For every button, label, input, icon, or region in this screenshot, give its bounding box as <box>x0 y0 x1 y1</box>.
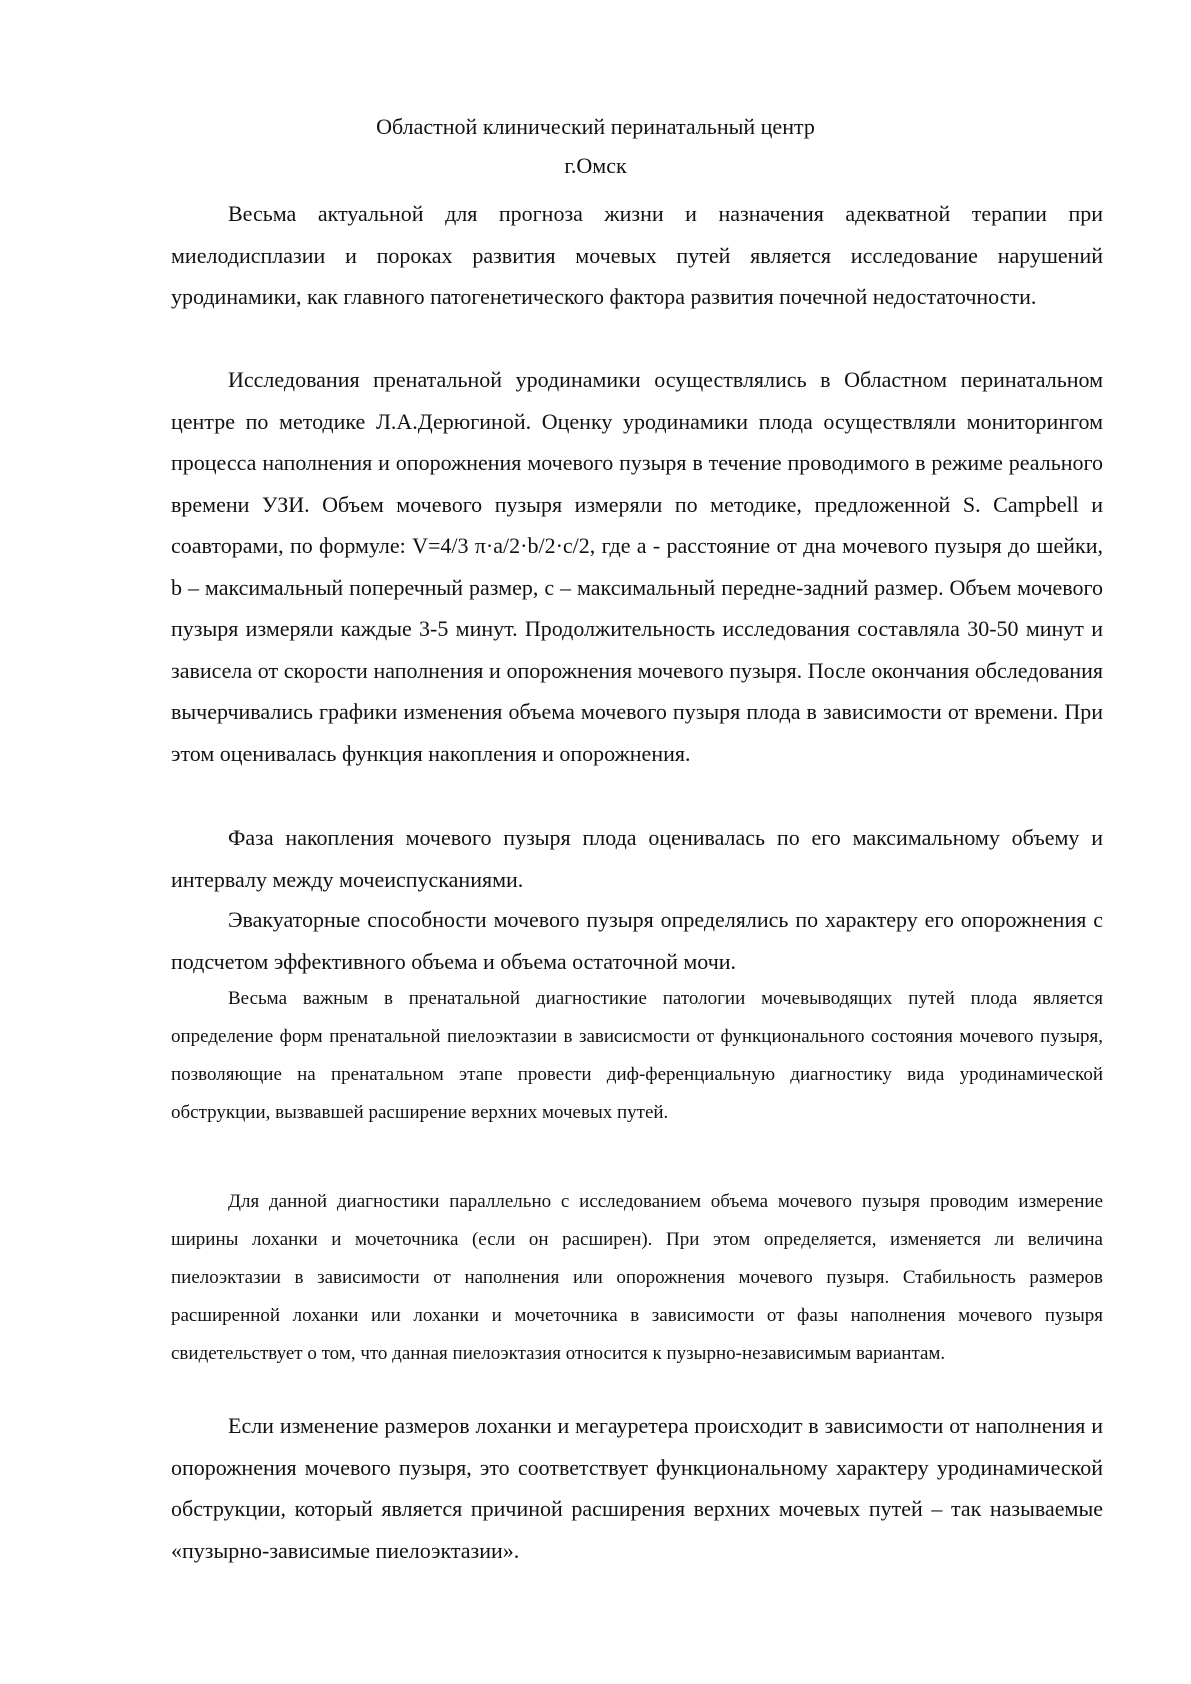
paragraph-methods: Исследования пренатальной уродинамики осуществлялись в Областном перинатальном центре по методике Л.А.Дерюгиной. Оценку уродинамики плода осуществляли мониторингом процесса наполнения и опорожнения мочевого пузыря в течение проводимого в режиме реального времени УЗИ. Объем мочевого пузыря измеряли по методике, предложенной S. Campbell и соавторами, по формуле: V=4/3 π·a/2·b/2·c/2, где a - расстояние от дна мочевого пузыря до шейки, b – максимальный поперечный размер, c – максимальный передне-задний размер. Объем мочевого пузыря измеряли каждые 3-5 минут. Продолжительность исследования составляла 30-50 минут и зависела от скорости наполнения и опорожнения мочевого пузыря. После окончания обследования вычерчивались графики изменения объема мочевого пузыря плода в зависимости от времени. При этом оценивалась функция накопления и опорожнения. <box>171 367 1103 766</box>
paragraph-evacuation: Эвакуаторные способности мочевого пузыря определялись по характеру его опорожнения с подсчетом эффективного объема и объема остаточной мочи. <box>171 907 1103 974</box>
paragraph-diagnostics-importance: Весьма важным в пренатальной диагностикие патологии мочевыводящих путей плода является определение форм пренатальной пиелоэктазии в зависисмости от функционального состояния мочевого пузыря, позволяющие на пренатальном этапе провести диф-ференциальную диагностику вида уродинамической обструкции, вызвавшей расширение верхних мочевых путей. <box>171 988 1103 1123</box>
document-heading-city: г.Омск <box>564 153 627 178</box>
paragraph-accumulation-phase: Фаза накопления мочевого пузыря плода оценивалась по его максимальному объему и интервалу между мочеиспусканиями. <box>171 825 1103 892</box>
paragraph-measurement: Для данной диагностики параллельно с исследованием объема мочевого пузыря проводим измерение ширины лоханки и мочеточника (если он расширен). При этом определяется, изменяется ли величина пиелоэктазии в зависимости от наполнения или опорожнения мочевого пузыря. Стабильность размеров расширенной лоханки или лоханки и мочеточника в зависимости от фазы наполнения мочевого пузыря свидетельствует о том, что данная пиелоэктазия относится к пузырно-независимым вариантам. <box>171 1191 1103 1364</box>
paragraph-conclusion: Если изменение размеров лоханки и мегауретера происходит в зависимости от наполнения и опорожнения мочевого пузыря, это соответствует функциональному характеру уродинамической обструкции, который является причиной расширения верхних мочевых путей – так называемые «пузырно-зависимые пиелоэктазии». <box>171 1413 1103 1563</box>
document-heading-institution: Областной клинический перинатальный центр <box>376 114 815 139</box>
paragraph-intro: Весьма актуальной для прогноза жизни и назначения адекватной терапии при миелодисплазии и пороках развития мочевых путей является исследование нарушений уродинамики, как главного патогенетического фактора развития почечной недостаточности. <box>171 201 1103 309</box>
